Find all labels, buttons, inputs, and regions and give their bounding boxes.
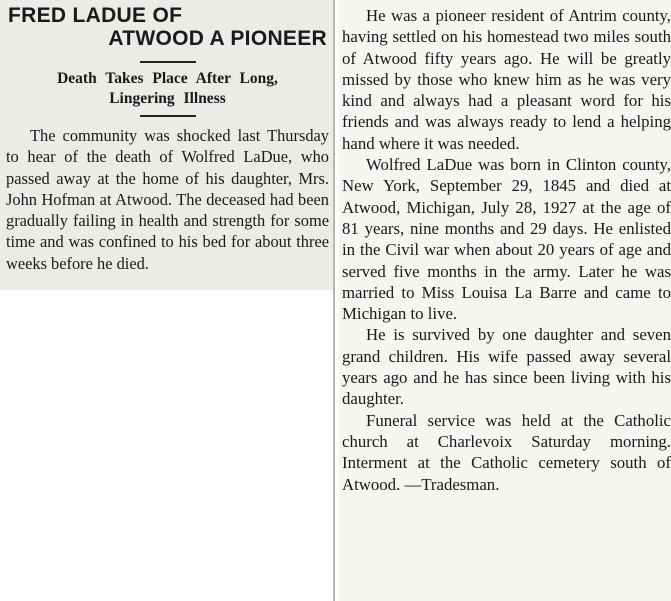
paragraph-2: He was a pioneer resident of Antrim county, having settled on his homestead two miles south of Atwood fifty years ago. He will be greatly missed by those who knew him as he was very kind and always had a pleasant word for his friends and was always ready to lend a helping hand where it was needed. [342,6,671,153]
headline-line-2: ATWOOD A PIONEER [108,27,327,50]
subheadline [6,69,329,109]
right-column [339,0,671,601]
subhead-line-1: Death Takes Place After Long, [57,70,278,87]
paragraph-5: Funeral service was held at the Catholic church at Charlevoix Saturday morning. Interment at the Catholic cemetery south of Atwood. —Tradesman. [342,410,671,494]
headline-rule [140,61,196,63]
headline [6,4,329,50]
paragraph-4: He is survived by one daughter and seven grand children. His wife passed away several years ago and he has since been living with his daughter. [342,325,671,409]
left-column [0,0,333,290]
subhead-rule [140,115,196,117]
paragraph-1: The community was shocked last Thursday to hear of the death of Wolfred LaDue, who passed away at the home of his daughter, Mrs. John Hofman at Atwood. The deceased had been gradually failing in health and strength for some time and was confined to his bed for about three weeks before he died. [6,126,329,273]
column-divider [333,0,335,601]
headline-line-1: FRED LADUE OF [8,4,183,27]
paragraph-3: Wolfred LaDue was born in Clinton county, New York, September 29, 1845 and died at Atwood, Michigan, July 28, 1927 at the age of 81 years, nine months and 29 days. He enlisted in the Civil war when about 20 years of age and served five months in the army. Later he was married to Miss Louisa La Barre and came to Michigan to live. [342,155,671,324]
subhead-line-2: Lingering Illness [109,90,226,107]
